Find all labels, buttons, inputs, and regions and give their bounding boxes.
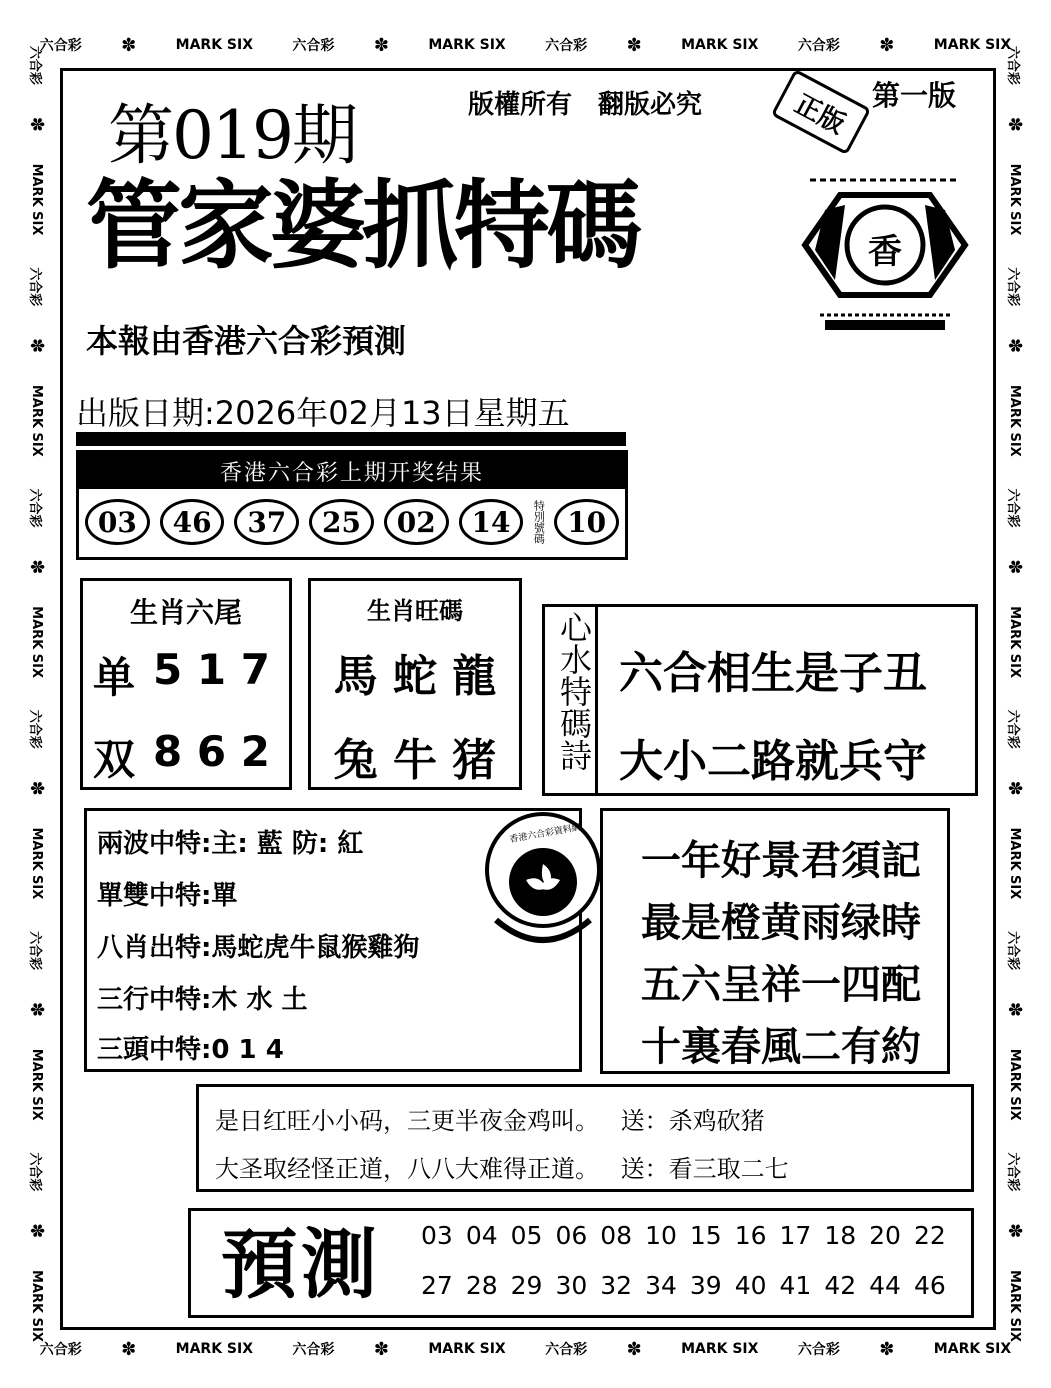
prediction-number: 17 (779, 1221, 812, 1250)
prediction-number: 32 (600, 1271, 633, 1300)
prediction-number: 28 (465, 1271, 498, 1300)
prediction-number: 20 (869, 1221, 901, 1250)
prediction-number: 40 (734, 1271, 767, 1300)
brand-zh-text: 六合彩 (1005, 45, 1021, 85)
brand-zh-text: 六合彩 (39, 38, 82, 54)
left-border-strip (22, 30, 52, 1358)
brand-en-text: MARK SIX (428, 37, 506, 53)
result-ball: 37 (234, 499, 299, 545)
flower-icon: ✽ (26, 559, 48, 575)
brand-zh-text: 六合彩 (1005, 931, 1021, 971)
emblem-ring-text: 香港六合彩資料網 (508, 822, 582, 846)
flower-icon: ✽ (26, 337, 48, 354)
flower-icon: ✽ (1004, 1223, 1026, 1239)
copyright-notice: 版權所有 翻版必究 (468, 90, 703, 120)
prediction-panel (188, 1208, 974, 1318)
brand-en-text: MARK SIX (175, 1341, 253, 1357)
riddle-text: 是日红旺小小码，三更半夜金鸡叫。 (215, 1107, 599, 1135)
poem-line: 六合相生是子丑 (619, 648, 927, 699)
special-poem-panel (542, 604, 978, 796)
prediction-number: 22 (913, 1221, 946, 1250)
tail-digits: 5 1 7 (153, 645, 270, 694)
riddle-line (215, 1149, 789, 1184)
brand-en-text: MARK SIX (1007, 1270, 1023, 1342)
verse-line: 最是橙黄雨绿時 (641, 900, 921, 946)
prediction-number: 39 (689, 1271, 722, 1300)
flower-icon: ✽ (26, 780, 48, 796)
brand-en-text: MARK SIX (1007, 163, 1023, 236)
tip-value: 0 1 4 (211, 1035, 284, 1065)
paper-title: 管家婆抓特碼 (86, 170, 638, 282)
brand-zh-text: 六合彩 (27, 1152, 43, 1192)
prediction-number: 42 (824, 1271, 857, 1300)
flower-icon: ✽ (373, 34, 389, 56)
tip-label: 三頭中特: (97, 1035, 212, 1065)
zodiac-hot-row: 馬 蛇 龍 (333, 651, 497, 702)
last-results-panel (76, 450, 628, 560)
tail-label: 单 (93, 653, 136, 702)
brand-zh-text: 六合彩 (1005, 267, 1021, 307)
prediction-label: 預測 (221, 1220, 381, 1309)
brand-en-text: MARK SIX (29, 163, 45, 236)
riddle-panel (196, 1084, 974, 1192)
flower-icon: ✽ (26, 1223, 48, 1239)
brand-zh-text: 六合彩 (1005, 488, 1021, 528)
brand-en-text: MARK SIX (681, 37, 759, 53)
riddle-text: 大圣取经怪正道，八八大难得正道。 (215, 1155, 599, 1183)
tip-value: 主: 藍 防: 紅 (211, 829, 364, 859)
brand-zh-text: 六合彩 (27, 267, 43, 307)
bottom-border-strip (20, 1334, 1031, 1364)
results-banner: 香港六合彩上期开奖结果 (79, 453, 625, 489)
brand-zh-text: 六合彩 (797, 1342, 840, 1358)
riddle-send: 送：看三取二七 (620, 1155, 789, 1183)
brand-zh-text: 六合彩 (27, 488, 43, 528)
brand-en-text: MARK SIX (1007, 1048, 1023, 1121)
tip-row (97, 875, 237, 912)
brand-en-text: MARK SIX (933, 37, 1012, 53)
special-number-label: 特別號碼 (532, 500, 546, 544)
brand-zh-text: 六合彩 (27, 45, 43, 85)
brand-zh-text: 六合彩 (27, 931, 43, 971)
special-ball: 10 (554, 499, 619, 545)
brand-en-text: MARK SIX (29, 1270, 45, 1342)
brand-en-text: MARK SIX (175, 37, 253, 53)
flower-icon: ✽ (626, 1338, 642, 1360)
tip-row (97, 927, 419, 964)
brand-en-text: MARK SIX (29, 827, 45, 900)
flower-icon: ✽ (879, 34, 895, 56)
zodiac-hot-title: 生肖旺碼 (367, 596, 463, 625)
flower-icon: ✽ (1004, 559, 1026, 575)
poem-line: 大小二路就兵守 (619, 736, 927, 787)
flower-icon: ✽ (26, 1001, 48, 1017)
tip-value: 木 水 土 (211, 985, 308, 1015)
tail-digits: 8 6 2 (153, 727, 270, 776)
zodiac-hot-row: 兔 牛 猪 (333, 735, 497, 786)
prediction-row (421, 1221, 946, 1250)
result-ball: 25 (309, 499, 374, 545)
flower-icon: ✽ (1004, 116, 1026, 132)
prediction-number: 15 (689, 1221, 722, 1250)
zodiac-tail-row (93, 645, 289, 705)
prediction-number: 18 (824, 1221, 857, 1250)
prediction-number: 16 (734, 1221, 767, 1250)
brand-zh-text: 六合彩 (1005, 709, 1021, 749)
verse-line: 一年好景君須記 (641, 838, 921, 884)
flower-icon: ✽ (121, 34, 137, 56)
brand-en-text: MARK SIX (29, 606, 45, 678)
prediction-number: 27 (421, 1271, 453, 1300)
prediction-number: 34 (645, 1271, 677, 1300)
brand-zh-text: 六合彩 (292, 38, 335, 54)
prediction-number: 03 (421, 1221, 453, 1250)
result-ball: 14 (459, 499, 524, 545)
right-border-strip (1000, 30, 1030, 1358)
brand-zh-text: 六合彩 (1005, 1152, 1021, 1192)
tip-value: 單 (211, 881, 238, 911)
result-ball: 02 (384, 499, 449, 545)
flower-icon: ✽ (879, 1338, 895, 1360)
brand-en-text: MARK SIX (933, 1341, 1012, 1357)
brand-zh-text: 六合彩 (545, 1342, 588, 1358)
brand-en-text: MARK SIX (29, 1048, 45, 1121)
issue-number: 第019期 (108, 97, 356, 174)
tip-label: 三行中特: (97, 985, 212, 1015)
zodiac-tail-row (93, 727, 289, 787)
tip-row (97, 1029, 284, 1066)
prediction-number: 44 (869, 1271, 901, 1300)
brand-en-text: MARK SIX (681, 1341, 759, 1357)
prediction-number: 08 (600, 1221, 633, 1250)
verse-line: 十裏春風二有約 (641, 1024, 921, 1070)
brand-en-text: MARK SIX (1007, 827, 1023, 900)
brand-en-text: MARK SIX (29, 384, 45, 457)
prediction-number: 10 (645, 1221, 677, 1250)
result-ball: 46 (160, 499, 225, 545)
prediction-number: 46 (913, 1271, 946, 1300)
paper-subtitle: 本報由香港六合彩預測 (86, 322, 407, 360)
brand-en-text: MARK SIX (428, 1341, 506, 1357)
results-balls (79, 489, 625, 555)
flower-icon: ✽ (1004, 1001, 1026, 1017)
verse-line: 五六呈祥一四配 (641, 962, 921, 1008)
tip-row (97, 823, 363, 860)
brand-zh-text: 六合彩 (39, 1342, 82, 1358)
flower-icon: ✽ (373, 1338, 389, 1360)
date-underline (76, 432, 626, 446)
logo-character: 香 (868, 232, 902, 272)
poem-side-label: 心水特碼詩 (555, 611, 593, 771)
prediction-row (421, 1271, 946, 1300)
flower-icon: ✽ (26, 116, 48, 132)
tip-label: 兩波中特: (97, 829, 212, 859)
prediction-number: 04 (465, 1221, 498, 1250)
publish-date: 出版日期:2026年02月13日星期五 (76, 394, 570, 432)
verse-panel (600, 808, 950, 1074)
tip-row (97, 979, 308, 1016)
brand-zh-text: 六合彩 (797, 38, 840, 54)
poem-divider (595, 607, 598, 793)
flower-icon: ✽ (1004, 337, 1026, 354)
zodiac-tail-title: 生肖六尾 (129, 596, 242, 629)
top-border-strip (20, 30, 1031, 60)
tip-label: 八肖出特: (97, 933, 212, 963)
genuine-stamp: 正版 (771, 69, 871, 155)
zodiac-tail-panel (80, 578, 292, 790)
edition-label: 第一版 (872, 79, 957, 112)
flower-icon: ✽ (121, 1338, 137, 1360)
prediction-number: 30 (555, 1271, 588, 1300)
brand-zh-text: 六合彩 (27, 709, 43, 749)
prediction-number: 05 (510, 1221, 543, 1250)
brand-zh-text: 六合彩 (545, 38, 588, 54)
brand-zh-text: 六合彩 (292, 1342, 335, 1358)
brand-en-text: MARK SIX (1007, 606, 1023, 678)
riddle-send: 送：杀鸡砍猪 (620, 1107, 765, 1135)
flower-icon: ✽ (626, 34, 642, 56)
zodiac-hot-panel (308, 578, 522, 790)
prediction-number: 06 (555, 1221, 588, 1250)
prediction-number: 41 (779, 1271, 812, 1300)
riddle-line (215, 1101, 765, 1136)
flower-icon: ✽ (1004, 780, 1026, 796)
prediction-number: 29 (510, 1271, 543, 1300)
tip-label: 單雙中特: (97, 881, 212, 911)
tail-label: 双 (93, 735, 136, 784)
tip-value: 馬蛇虎牛鼠猴雞狗 (211, 933, 420, 963)
brand-en-text: MARK SIX (1007, 384, 1023, 457)
result-ball: 03 (85, 499, 150, 545)
